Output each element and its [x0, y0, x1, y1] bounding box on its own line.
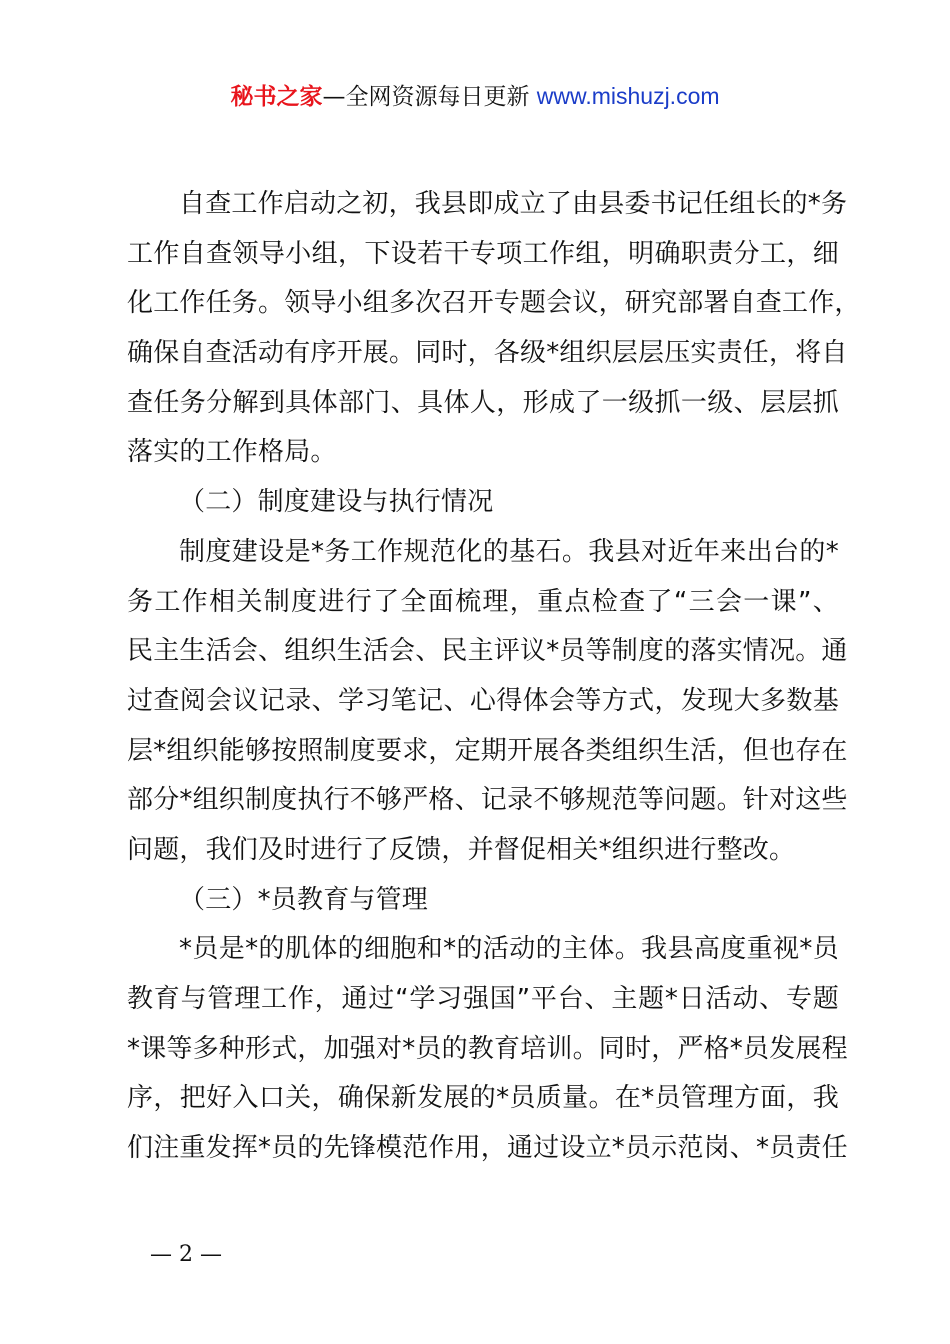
- site-url: www.mishuzj.com: [536, 83, 720, 109]
- text-line: 部分*组织制度执行不够严格、记录不够规范等问题。针对这些: [127, 785, 848, 816]
- text-line: 确保自查活动有序开展。同时，各级*组织层层压实责任，将自: [127, 338, 848, 369]
- text-line: 化工作任务。领导小组多次召开专题会议，研究部署自查工作，: [127, 288, 861, 319]
- text-line: 层*组织能够按照制度要求，定期开展各类组织生活，但也存在: [127, 735, 848, 766]
- text-line: 落实的工作格局。: [127, 437, 337, 468]
- page-number: — 2 —: [150, 1242, 222, 1267]
- text-line: 务工作相关制度进行了全面梳理，重点检查了“三会一课”、: [127, 586, 839, 617]
- text-line: 自查工作启动之初，我县即成立了由县委书记任组长的*务: [179, 189, 848, 219]
- text-line: 制度建设是*务工作规范化的基石。我县对近年来出台的*: [179, 536, 839, 567]
- text-line: 查任务分解到具体部门、具体人，形成了一级抓一级、层层抓: [127, 387, 839, 418]
- text-line: （二）制度建设与执行情况: [179, 487, 494, 518]
- text-line: 教育与管理工作，通过“学习强国”平台、主题*日活动、专题: [127, 984, 839, 1014]
- text-line: 问题，我们及时进行了反馈，并督促相关*组织进行整改。: [127, 834, 796, 865]
- text-line: （三）*员教育与管理: [179, 884, 429, 915]
- text-line: *课等多种形式，加强对*员的教育培训。同时，严格*员发展程: [127, 1033, 848, 1064]
- document-body: [127, 180, 861, 1174]
- text-line: 过查阅会议记录、学习笔记、心得体会等方式，发现大多数基: [127, 685, 839, 716]
- text-line: 工作自查领导小组，下设若干专项工作组，明确职责分工，细: [127, 238, 839, 269]
- text-line: 们注重发挥*员的先锋模范作用，通过设立*员示范岗、*员责任: [127, 1133, 848, 1164]
- text-line: *员是*的肌体的细胞和*的活动的主体。我县高度重视*员: [179, 934, 839, 965]
- site-watermark-header: [0, 78, 950, 115]
- brand-name: 秘书之家: [230, 84, 323, 110]
- tagline: —全网资源每日更新: [322, 84, 537, 110]
- text-line: 序，把好入口关，确保新发展的*员质量。在*员管理方面，我: [127, 1083, 839, 1114]
- text-line: 民主生活会、组织生活会、民主评议*员等制度的落实情况。通: [127, 636, 848, 667]
